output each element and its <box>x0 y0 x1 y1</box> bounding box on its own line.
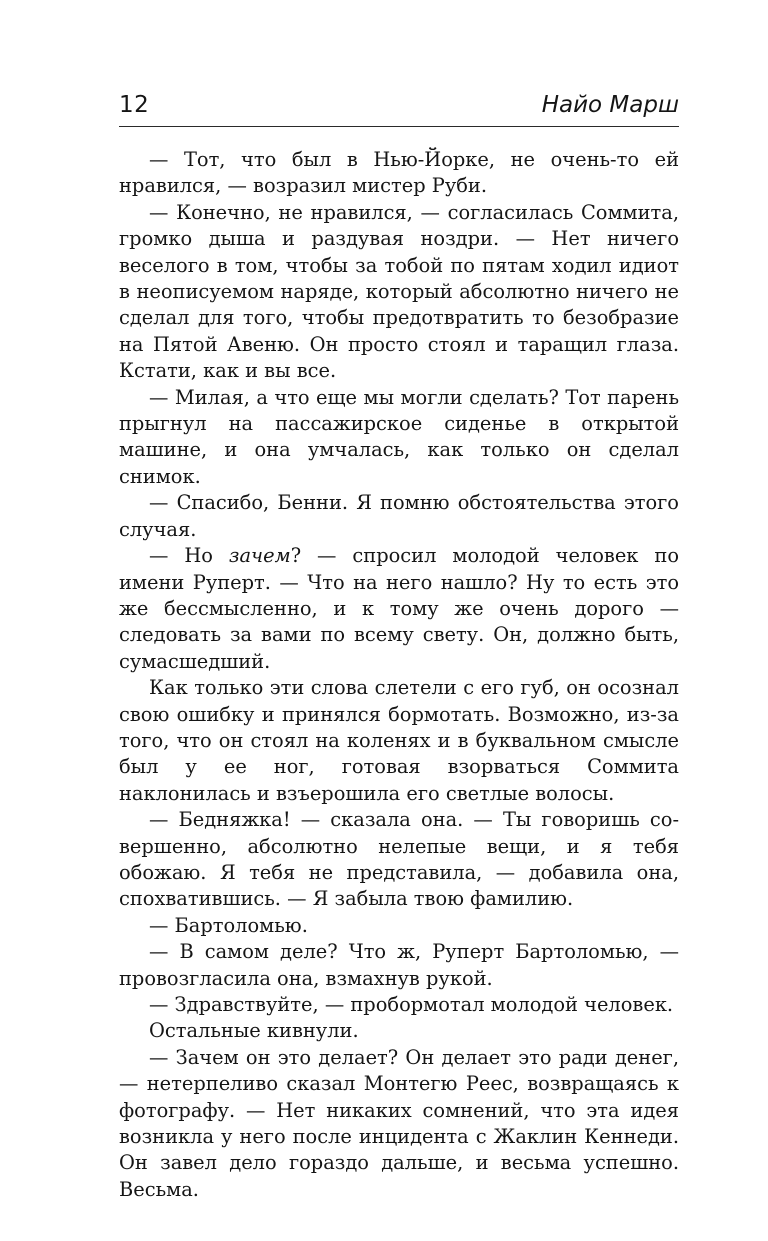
paragraph: — Зачем он это делает? Он делает это ради денег, — нетерпеливо сказал Монтегю Реес, возвращаясь к фотографу. — Нет никаких сомнений, что эта идея возникла у него после инцидента с Жаклин Кеннеди. Он завел дело гораздо дальше, и весьма успешно. Весьма. <box>119 1045 679 1201</box>
book-author: Найо Марш <box>541 92 679 118</box>
body-text <box>119 147 679 1203</box>
paragraph-text: — Но <box>149 544 229 568</box>
book-page <box>119 0 679 1241</box>
page-number: 12 <box>119 92 150 118</box>
paragraph: — В самом деле? Что ж, Руперт Бартоломью, — провозгласила она, взмахнув рукой. <box>119 940 679 990</box>
paragraph: — Тот, что был в Нью-Йорке, не очень-то ей нравился, — возразил мистер Руби. <box>119 148 679 198</box>
paragraph: — Здравствуйте, — пробормотал молодой человек. <box>149 993 674 1016</box>
paragraph: Остальные кивнули. <box>149 1019 359 1043</box>
paragraph: Как только эти слова слетели с его губ, он осознал свою ошибку и принялся бормотать. Возможно, из-за того, что он стоял на коленях и в буквальном смысле был у ее ног, готовая взорваться Соммита наклонилась и взъерошила его светлые волосы. <box>119 676 679 805</box>
paragraph: — Бартоломью. <box>149 913 308 937</box>
paragraph: — Бедняжка! — сказала она. — Ты говоришь совершенно, абсолютно нелепые вещи, и я тебя обожаю. Я тебя не представила, — добавила она, спохватившись. — Я забыла твою фамилию. <box>119 808 679 911</box>
paragraph: — Милая, а что еще мы могли сделать? Тот парень прыгнул на пассажирское сиденье в открытой машине, и она умчалась, как только он сделал снимок. <box>119 385 679 488</box>
paragraph <box>119 543 679 675</box>
paragraph-text: ? — спросил молодой человек по имени Руперт. — Что на него нашло? Ну то есть это же бессмысленно, и к тому же очень дорого — следовать за вами по всему свету. Он, должно быть, сумасшедший. <box>119 544 679 673</box>
paragraph: — Спасибо, Бенни. Я помню обстоятельства этого случая. <box>119 491 679 541</box>
paragraph: — Конечно, не нравился, — согласилась Соммита, громко дыша и раздувая ноздри. — Нет ничего веселого в том, чтобы за тобой по пятам ходил идиот в неописуемом наряде, который абсолютно ничего не сделал для того, чтобы предотвратить то безобразие на Пятой Авеню. Он просто стоял и таращил глаза. Кстати, как и вы все. <box>119 200 679 383</box>
running-header <box>119 88 679 127</box>
emphasized-word: зачем <box>228 544 291 568</box>
